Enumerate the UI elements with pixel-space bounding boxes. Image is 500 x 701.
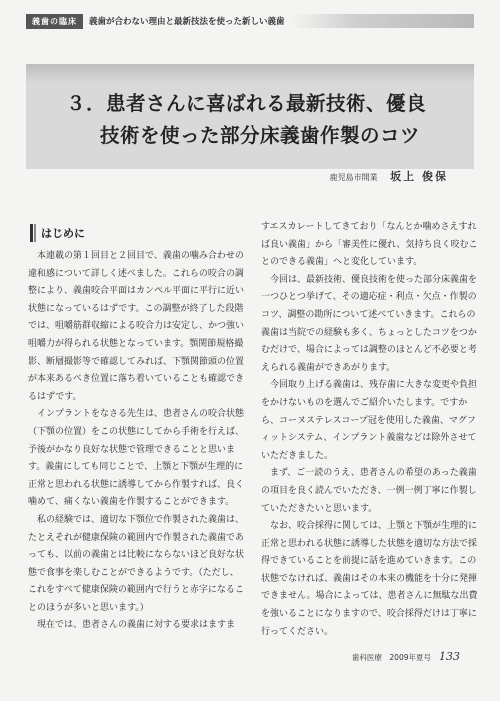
paragraph: まず、ご一読のうえ、患者さんの希望のあった義歯の項目を良く読んでいただき、一例一例丁寧に作製していただきたいと思います。 xyxy=(261,468,477,514)
paragraph: すエスカレートしてきており「なんとか噛めさえすれば良い義歯」から「審美性に優れ、気持ち良く咬むことのできる義歯」へと変化しています。 xyxy=(261,222,478,268)
title-block xyxy=(26,64,474,169)
paragraph: なお、咬合採得に関しては、上顎と下顎が生理的に正常と思われる状態に誘導した状態を適切な方法で採得できていることを前提に話を進めていきます。この状態でなければ、義歯はその本来の機能を十分に発揮できません。場合によっては、患者さんに無駄な出費を強いることになりますので、咬合採得だけは丁寧に行ってください。 xyxy=(261,521,478,637)
page-footer xyxy=(352,650,460,663)
section-marker-secondary xyxy=(34,224,36,242)
author-affiliation: 鹿児島市開業 xyxy=(329,173,378,182)
section-marker xyxy=(30,224,33,242)
section-title: はじめに xyxy=(41,227,85,240)
paragraph: 今回取り上げる義歯は、残存歯に大きな変更や負担をかけないものを選んでご紹介いたします。ですから、コーヌステレスコープ冠を使用した義歯、マグフィットシステム、インプラント義歯などは除外させていただきました。 xyxy=(261,380,478,461)
author-name: 坂上 俊保 xyxy=(390,170,448,183)
paragraph: 私の経験では、適切な下顎位で作製された義歯は、たとえそれが健康保険の範囲内で作製された義歯であっても、以前の義歯とは比較にならないほど良好な状態で食事を楽しむことができるようです。（ただし、これをすべて健康保険の範囲内で行うと赤字になることのほうが多いと思います。） xyxy=(28,514,245,613)
series-tag: 義歯の臨床 xyxy=(26,14,83,29)
paragraph: 本連載の第１回目と２回目で、義歯の噛み合わせの違和感について詳しく述べました。これらの咬合の調整により、義歯咬合平面はカンペル平面に平行に近い状態になっているはずです。この調整が終了した段階では、咀嚼筋群収縮による咬合力は安定し、かつ強い咀嚼力が得られる状態となっています。顎関節規格撮影、断層撮影等で確認してみれば、下顎関節頭の位置が本来あるべき位置に落ち着いていることも確認できるはずです。 xyxy=(28,251,245,402)
right-column xyxy=(261,219,479,641)
paragraph: 現在では、患者さんの義歯に対する要求はますま xyxy=(37,620,236,631)
byline xyxy=(330,168,448,184)
article-title-line1: ３．患者さんに喜ばれる最新技術、優良 xyxy=(66,92,427,115)
paragraph: 今回は、最新技術、優良技術を使った部分床義歯を一つひとつ挙げて、その適応症・利点・欠点・作製のコツ、調整の勘所について述べていきます。これらの義歯は当院での経験も多く、ちょっとしたコツをつかむだけで、場合によっては調整のほとんど不必要と考えられる義歯ができあがります。 xyxy=(261,274,478,373)
series-subtitle: 義歯が合わない理由と最新技法を使った新しい義歯 xyxy=(89,17,285,27)
series-header xyxy=(26,12,474,30)
journal-name: 歯科医療 2009年夏号 xyxy=(351,653,431,662)
left-column xyxy=(28,248,246,635)
article-title-line2: 技術を使った部分床義歯作製のコツ xyxy=(100,124,421,147)
header-decoration xyxy=(291,14,474,28)
page-number: 133 xyxy=(439,650,460,663)
paragraph: インプラントをなさる先生は、患者さんの咬合状態（下顎の位置）をこの状態にしてから手術を行えば、予後がかなり良好な状態で管理できることと思います。義歯にしても同じことで、上顎と下顎が生理的に正常と思われる状態に誘導してから作製すれば、良く噛めて、痛くない義歯を作製することができます。 xyxy=(28,409,245,508)
section-heading xyxy=(30,224,85,242)
